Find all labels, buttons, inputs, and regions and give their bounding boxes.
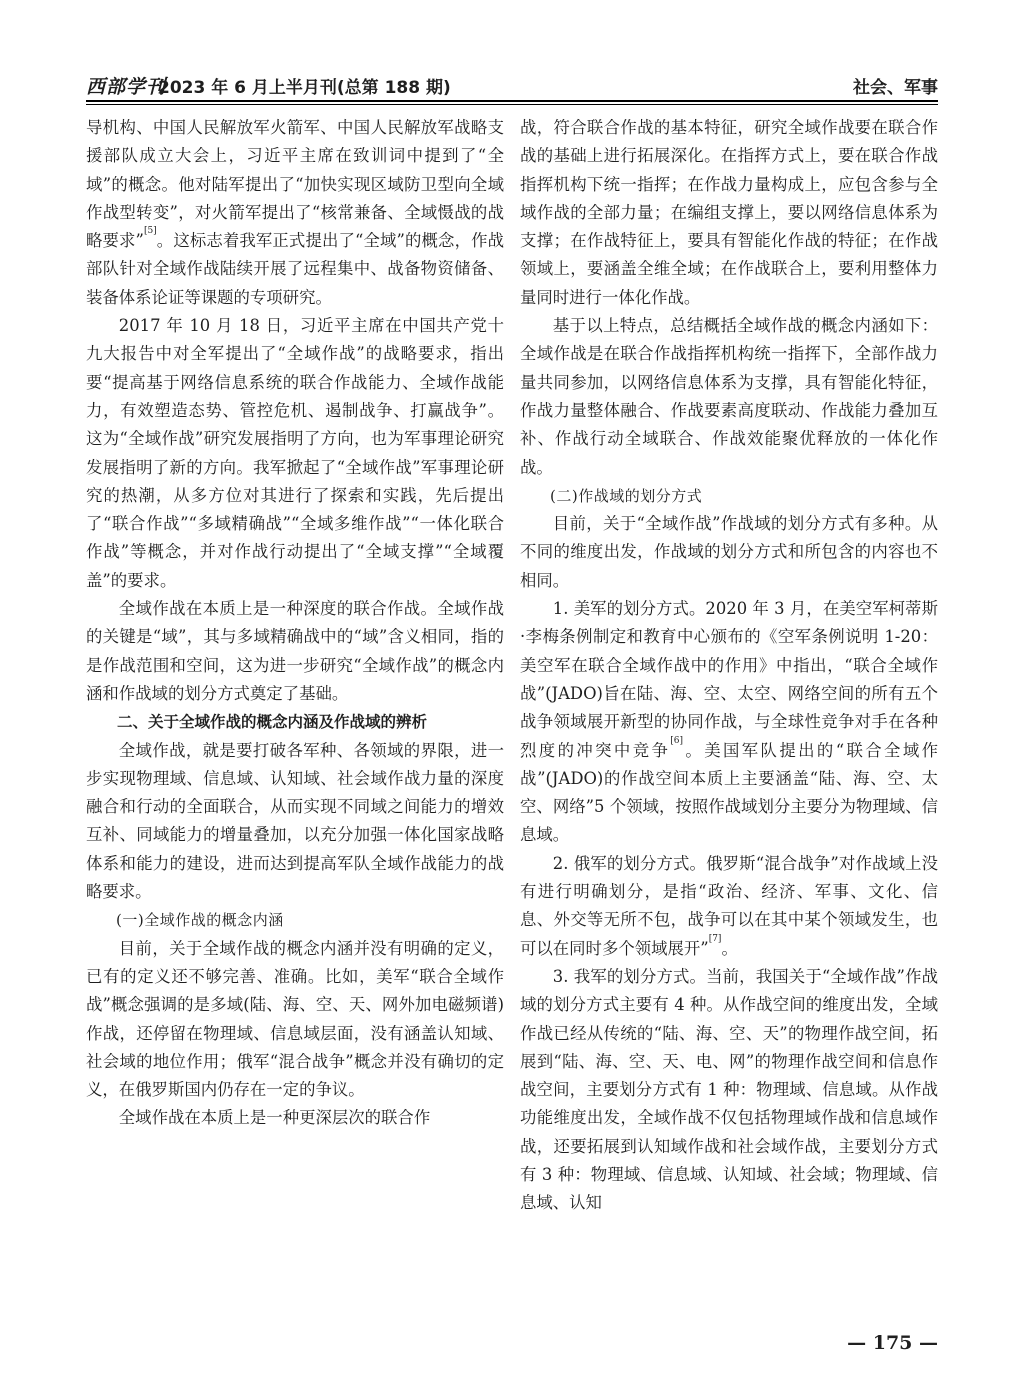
issue-info: 2023 年 6 月上半月刊(总第 188 期) [158,78,451,98]
citation-ref: [7] [708,933,722,944]
subsection-heading: (二)作战域的划分方式 [550,486,703,505]
subsection-heading: (一)全域作战的概念内涵 [116,911,284,930]
paragraph: 2017 年 10 月 18 日，习近平主席在中国共产党十九大报告中对全军提出了“全域作战”的战略要求，指出要“提高基于网络信息系统的联合作战能力、全域作战能力，有效塑造态势、管控危机、遏制战争、打赢战争”。这为“全域作战”研究发展指明了方向，也为军事理论研究发展指明了新的方向。我军掀起了“全域作战”军事理论研究的热潮，从多方位对其进行了探索和实践，先后提出了“联合作战”“多域精确战”“全域多维作战”“一体化联合作战”等概念，并对作战行动提出了“全域支撑”“全域覆盖”的要求。 [86,316,504,590]
paragraph: 3. 我军的划分方式。当前，我国关于“全域作战”作战域的划分方式主要有 4 种。从作战空间的维度出发，全域作战已经从传统的“陆、海、空、天”的物理作战空间，拓展到“陆、海、空、天、电、网”的物理作战空间和信息作战空间，主要划分方式有 1 种：物理域、信息域。从作战功能维度出发，全域作战不仅包括物理域作战和信息域作战，还要拓展到认知域作战和社会域作战，主要划分方式有 3 种：物理域、信息域、认知域、社会域；物理域、信息域、认知 [520,966,938,1213]
left-column [86,114,504,1133]
paragraph: 全域作战在本质上是一种更深层次的联合作 [118,1108,431,1128]
paragraph: 战，符合联合作战的基本特征，研究全域作战要在联合作战的基础上进行拓展深化。在指挥方式上，要在联合作战指挥机构下统一指挥；在作战力量构成上，应包含参与全域作战的全部力量；在编组支撑上，要以网络信息体系为支撑；在作战特征上，要具有智能化作战的特征；在作战领域上，要涵盖全维全域；在作战联合上，要利用整体力量同时进行一体化作战。 [520,118,938,307]
paragraph: 全域作战在本质上是一种深度的联合作战。全域作战的关键是“域”，其与多域精确战中的“域”含义相同，指的是作战范围和空间，这为进一步研究“全域作战”的概念内涵和作战域的划分方式奠定了基础。 [86,599,504,703]
right-column [520,114,938,1218]
journal-logo: 西部学刊 [86,76,167,98]
section-title: 社会、军事 [853,78,938,98]
citation-ref: [5] [143,226,157,237]
section-heading: 二、关于全域作战的概念内涵及作战域的辨析 [117,713,428,732]
header-rule-thick [86,100,938,102]
paragraph: 导机构、中国人民解放军火箭军、中国人民解放军战略支援部队成立大会上，习近平主席在致训词中提到了“全域”的概念。他对陆军提出了“加快实现区域防卫型向全域作战型转变”，对火箭军提出了“核常兼备、全域慑战的战略要求”[5]。这标志着我军正式提出了“全域”的概念，作战部队针对全域作战陆续开展了远程集中、战备物资储备、装备体系论证等课题的专项研究。 [86,118,504,307]
paragraph: 目前，关于“全域作战”作战域的划分方式有多种。从不同的维度出发，作战域的划分方式和所包含的内容也不相同。 [520,514,938,590]
paragraph: 2. 俄军的划分方式。俄罗斯“混合战争”对作战域上没有进行明确划分，是指“政治、经济、军事、文化、信息、外交等无所不包，战争可以在其中某个领域发生，也可以在同时多个领域展开”[7]。 [520,853,938,958]
running-header [86,72,938,98]
paragraph: 基于以上特点，总结概括全域作战的概念内涵如下：全域作战是在联合作战指挥机构统一指挥下，全部作战力量共同参加，以网络信息体系为支撑，具有智能化特征，作战力量整体融合、作战要素高度联动、作战能力叠加互补、作战行动全域联合、作战效能聚优释放的一体化作战。 [520,316,938,477]
paragraph: 全域作战，就是要打破各军种、各领域的界限，进一步实现物理域、信息域、认知域、社会域作战力量的深度融合和行动的全面联合，从而实现不同域之间能力的增效互补、同域能力的增量叠加，以充分加强一体化国家战略体系和能力的建设，进而达到提高军队全域作战能力的战略要求。 [86,740,504,902]
paragraph: 目前，关于全域作战的概念内涵并没有明确的定义，已有的定义还不够完善、准确。比如，美军“联合全域作战”概念强调的是多域(陆、海、空、天、网外加电磁频谱)作战，还停留在物理域、信息域层面，没有涵盖认知域、社会域的地位作用；俄军“混合战争”概念并没有确切的定义，在俄罗斯国内仍存在一定的争议。 [86,938,504,1100]
citation-ref: [6] [670,735,684,746]
paragraph: 1. 美军的划分方式。2020 年 3 月，在美空军柯蒂斯·李梅条例制定和教育中心颁布的《空军条例说明 1-20：美空军在联合全域作战中的作用》中指出，“联合全域作战”(JADO)旨在陆、海、空、太空、网络空间的所有五个战争领域展开新型的协同作战，与全球性竞争对手在各种烈度的冲突中竞争[6]。美国军队提出的“联合全域作战”(JADO)的作战空间本质上主要涵盖“陆、海、空、太空、网络”5 个领域，按照作战域划分主要分为物理域、信息域。 [520,599,938,845]
header-rule-thin [86,104,938,105]
page-number: — 175 — [847,1332,938,1354]
